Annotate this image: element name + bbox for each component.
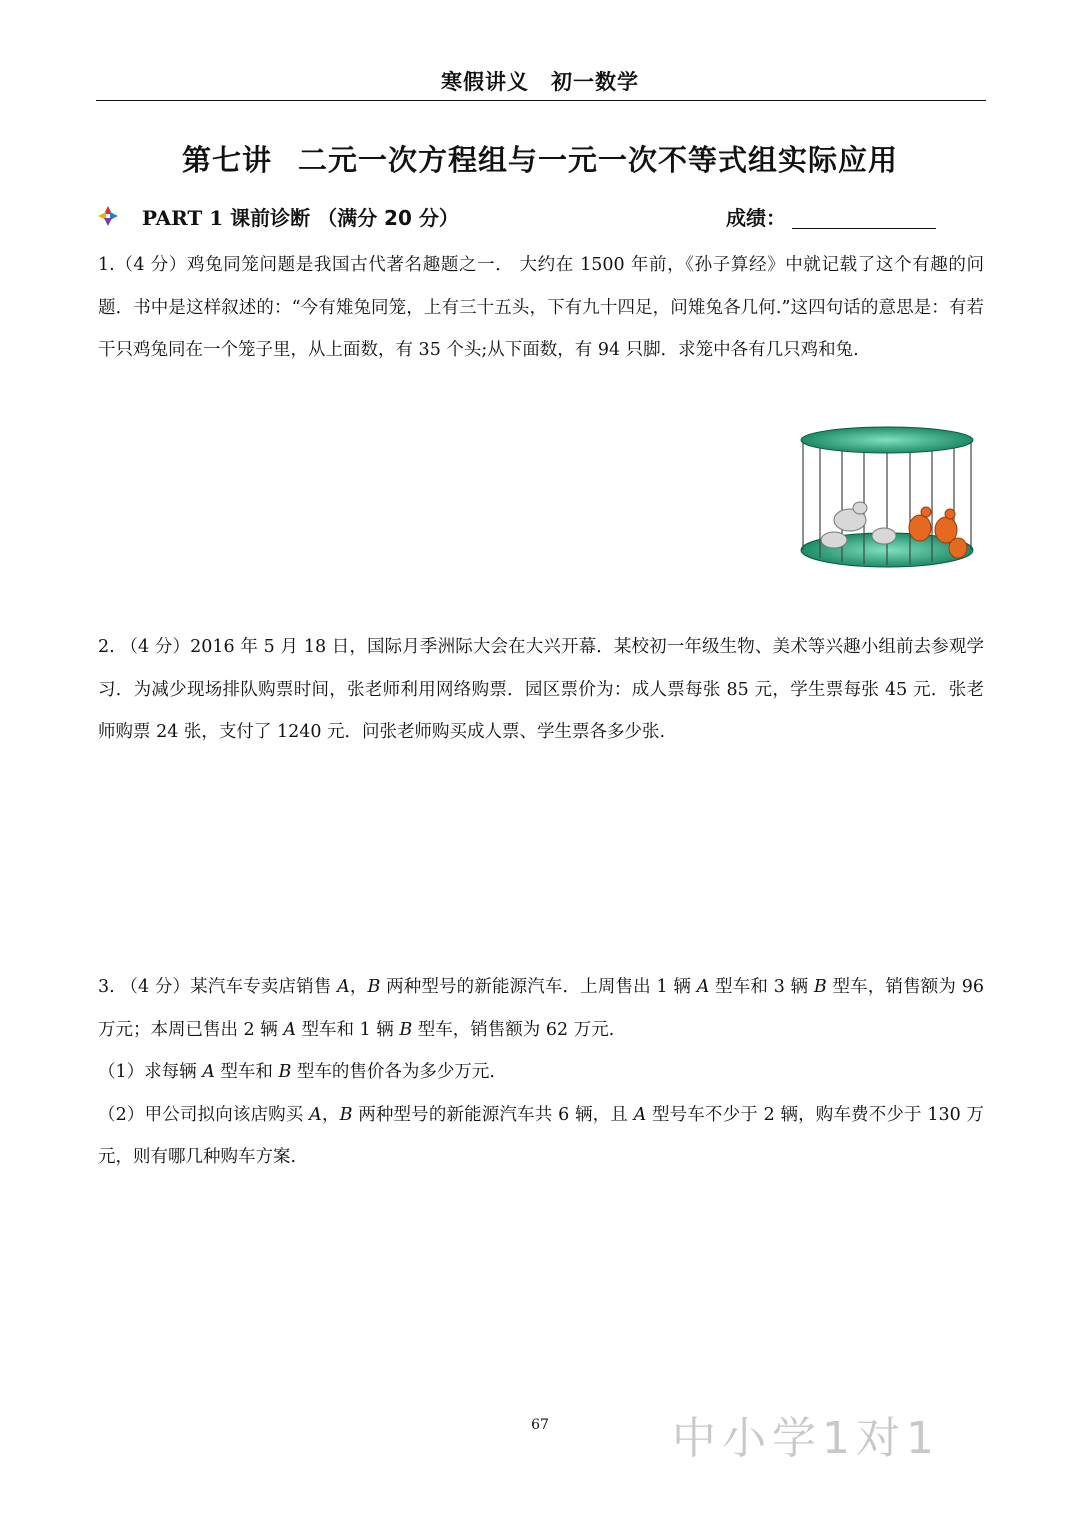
- part-score-note: （满分 20 分）: [317, 206, 459, 230]
- question-1-text: 1.（4 分）鸡兔同笼问题是我国古代著名趣题之一． 大约在 1500 年前，《孙子算经》中就记载了这个有趣的问题．书中是这样叙述的：“今有雉兔同笼，上有三十五头，下有九十四足，问雉兔各几何.”这四句话的意思是：有若干只鸡兔同在一个笼子里，从上面数，有 35 个头;从下面数，有 94 只脚．求笼中各有几只鸡和兔.: [98, 255, 984, 360]
- lecture-title: [0, 138, 1080, 179]
- header-course: 寒假讲义: [441, 70, 529, 94]
- lecture-topic: 二元一次方程组与一元一次不等式组实际应用: [298, 143, 899, 177]
- part-heading: [98, 202, 988, 234]
- watermark: 中小学1对1: [672, 1413, 940, 1464]
- header-rule: [96, 100, 986, 101]
- score-blank-line: [792, 228, 936, 229]
- question-2: [98, 626, 984, 754]
- question-3-part-1: （1）求每辆 A 型车和 B 型车的售价各为多少万元.: [98, 1062, 495, 1082]
- page-number: 67: [531, 1417, 549, 1433]
- score-label: 成绩：: [726, 206, 786, 230]
- question-3-text: 3. （4 分）某汽车专卖店销售 A，B 两种型号的新能源汽车．上周售出 1 辆 A 型车和 3 辆 B 型车，销售额为 96 万元；本周已售出 2 辆 A 型车和 1 辆 B 型车，销售额为 62 万元.: [98, 977, 984, 1040]
- part-name: 课前诊断: [230, 206, 311, 230]
- part-number: PART 1: [142, 206, 224, 230]
- header-subject: 初一数学: [551, 70, 639, 94]
- part-label: [142, 202, 459, 231]
- running-header: [0, 66, 1080, 96]
- lecture-number: 第七讲: [181, 143, 272, 177]
- section-arrow-icon: [98, 206, 118, 226]
- question-2-text: 2. （4 分）2016 年 5 月 18 日，国际月季洲际大会在大兴开幕．某校初一年级生物、美术等兴趣小组前去参观学习．为减少现场排队购票时间，张老师利用网络购票．园区票价为：成人票每张 85 元，学生票每张 45 元．张老师购票 24 张，支付了 1240 元．问张老师购买成人票、学生票各多少张.: [98, 637, 984, 742]
- chicken-rabbit-cage-illustration: [798, 424, 976, 576]
- question-1: [98, 244, 984, 372]
- question-3-part-2: （2）甲公司拟向该店购买 A，B 两种型号的新能源汽车共 6 辆，且 A 型号车不少于 2 辆，购车费不少于 130 万元，则有哪几种购车方案.: [98, 1104, 984, 1167]
- question-3: [98, 966, 984, 1179]
